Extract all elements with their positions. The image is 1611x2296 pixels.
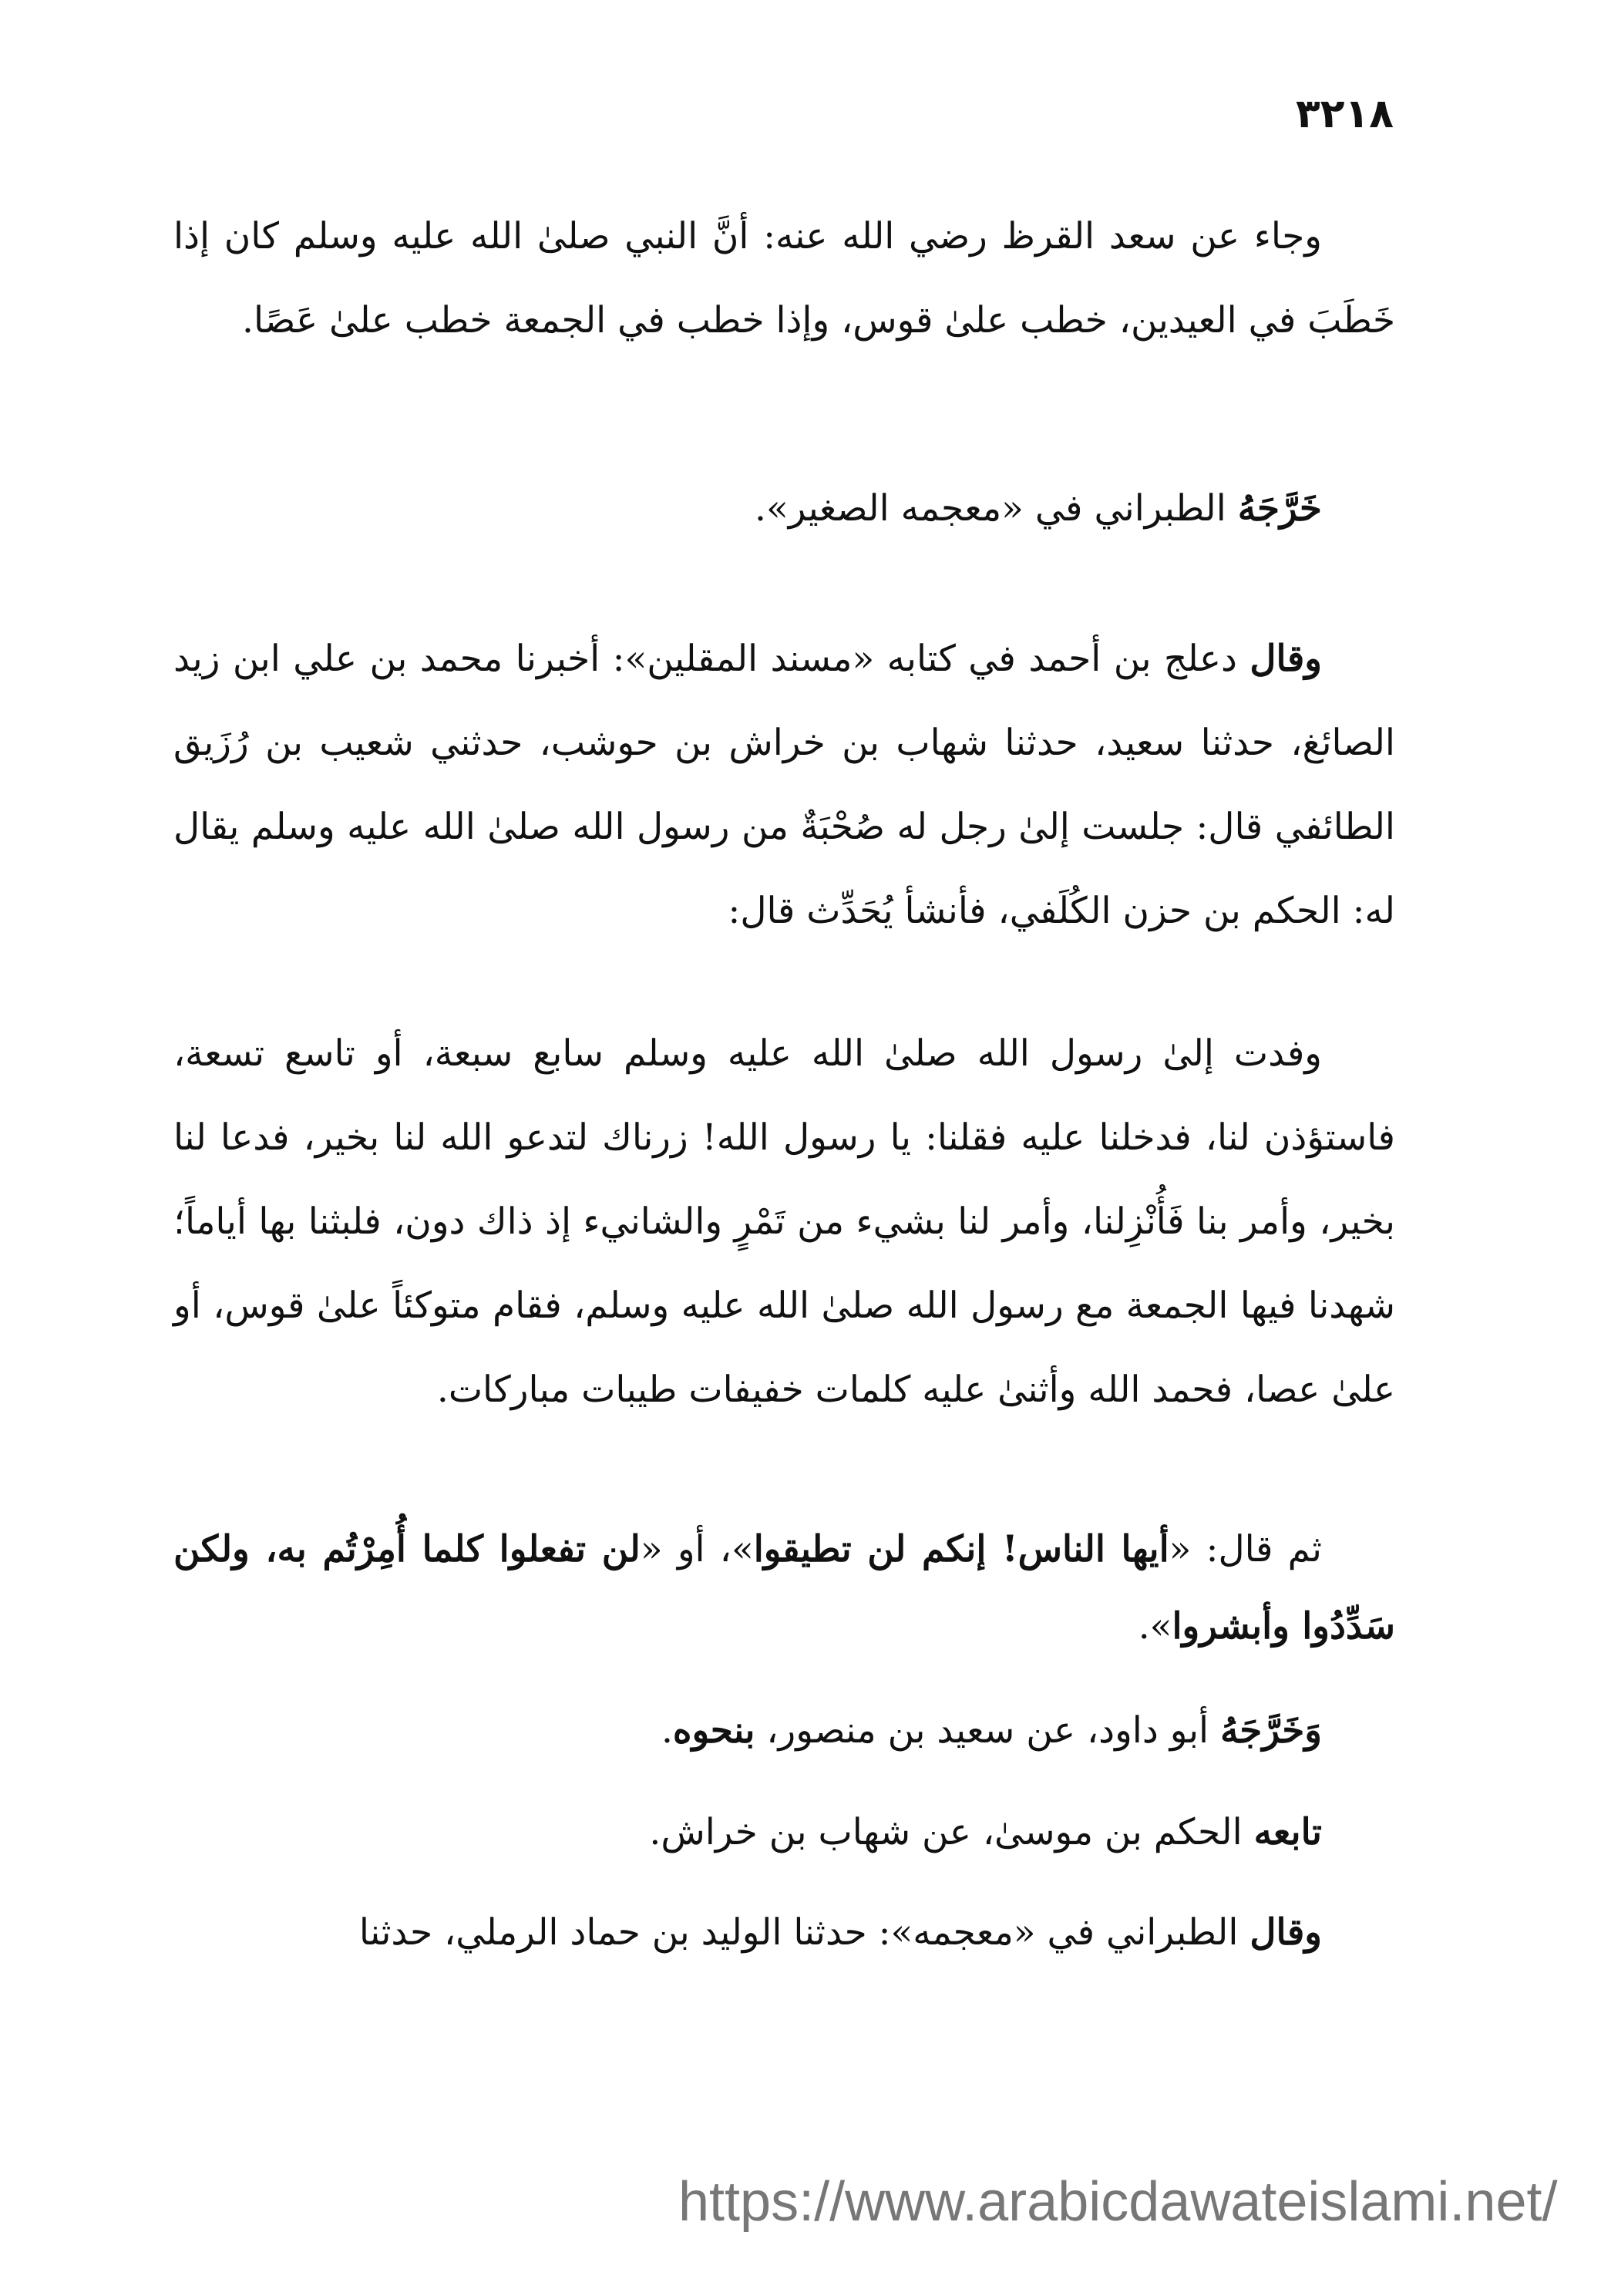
bold-quote-2: لن تفعلوا كلما أُمِرْتُم به، ولكن سَدِّدُوا وأبشروا <box>173 1528 1395 1648</box>
paragraph-end: . <box>661 1709 673 1752</box>
bold-quote-1: أيها الناس! إنكم لن تطيقوا <box>753 1528 1169 1571</box>
paragraph-text: وفدت إلىٰ رسول الله صلىٰ الله عليه وسلم سابع سبعة، أو تاسع تسعة، فاستؤذن لنا، فدخلنا عليه فقلنا: يا رسول الله! زرناك لتدعو الله لنا بخير، فدعا لنا بخير، وأمر بنا فَأُنْزِلنا، وأمر لنا بشيء من تَمْرٍ والشانيء إذ ذاك دون، فلبثنا بها أياماً؛ شهدنا فيها الجمعة مع رسول الله صلىٰ الله عليه وسلم، فقام متوكئاً علىٰ قوس، أو علىٰ عصا، فحمد الله وأثنىٰ عليه كلمات خفيفات طيبات مباركات. <box>173 1032 1395 1411</box>
bold-lead-word: وقال <box>1249 1911 1322 1954</box>
bold-lead-word: تابعه <box>1253 1811 1322 1853</box>
paragraph-rest: الحكم بن موسىٰ، عن شهاب بن خراش. <box>649 1811 1254 1853</box>
speech-intro: ثم قال: « <box>1169 1528 1322 1571</box>
paragraph-prophet-speech <box>173 1511 1395 1665</box>
paragraph-takhrij-abu-dawud <box>173 1688 1395 1772</box>
paragraph-text <box>173 1688 1395 1772</box>
paragraph-mutaba <box>173 1790 1395 1874</box>
paragraph-takhrij-tabarani <box>173 466 1395 550</box>
bold-lead-word: خَرَّجَهُ <box>1237 487 1322 530</box>
paragraph-text <box>173 466 1395 550</box>
bold-lead-word: وقال <box>1249 638 1322 680</box>
paragraph-text <box>173 1511 1395 1665</box>
bold-lead-word: وَخَرَّجَهُ <box>1220 1709 1322 1752</box>
speech-mid: »، أو « <box>640 1528 754 1571</box>
watermark-url: https://www.arabicdawateislami.net/ <box>678 2171 1558 2233</box>
paragraph-mid: أبو داود، عن سعيد بن منصور، <box>755 1709 1221 1752</box>
bold-end-word: بنحوه <box>672 1709 755 1752</box>
paragraph-rest: الطبراني في «معجمه»: حدثنا الوليد بن حماد الرملي، حدثنا <box>358 1911 1250 1954</box>
paragraph-text <box>173 1790 1395 1874</box>
paragraph-saad-alqaraz <box>173 194 1395 362</box>
paragraph-text <box>173 617 1395 953</box>
paragraph-text <box>173 1890 1395 1974</box>
paragraph-text: وجاء عن سعد القرظ رضي الله عنه: أنَّ النبي صلىٰ الله عليه وسلم كان إذا خَطَبَ في العيدين، خطب علىٰ قوس، وإذا خطب في الجمعة خطب علىٰ عَصًا. <box>173 215 1395 342</box>
paragraph-dalaj-isnad <box>173 617 1395 953</box>
paragraph-rest: دعلج بن أحمد في كتابه «مسند المقلين»: أخبرنا محمد بن علي ابن زيد الصائغ، حدثنا سعيد، حدثنا شهاب بن خراش بن حوشب، حدثني شعيب بن رُزَيق الطائفي قال: جلست إلىٰ رجل له صُحْبَةٌ من رسول الله صلىٰ الله عليه وسلم يقال له: الحكم بن حزن الكُلَفي، فأنشأ يُحَدِّث قال: <box>173 638 1395 932</box>
paragraph-rest: الطبراني في «معجمه الصغير». <box>755 487 1238 530</box>
page-number: ٣٢١٨ <box>1296 91 1394 137</box>
speech-end: ». <box>1138 1605 1172 1648</box>
paragraph-hadith-narration <box>173 1012 1395 1432</box>
paragraph-tabarani-isnad <box>173 1890 1395 1974</box>
